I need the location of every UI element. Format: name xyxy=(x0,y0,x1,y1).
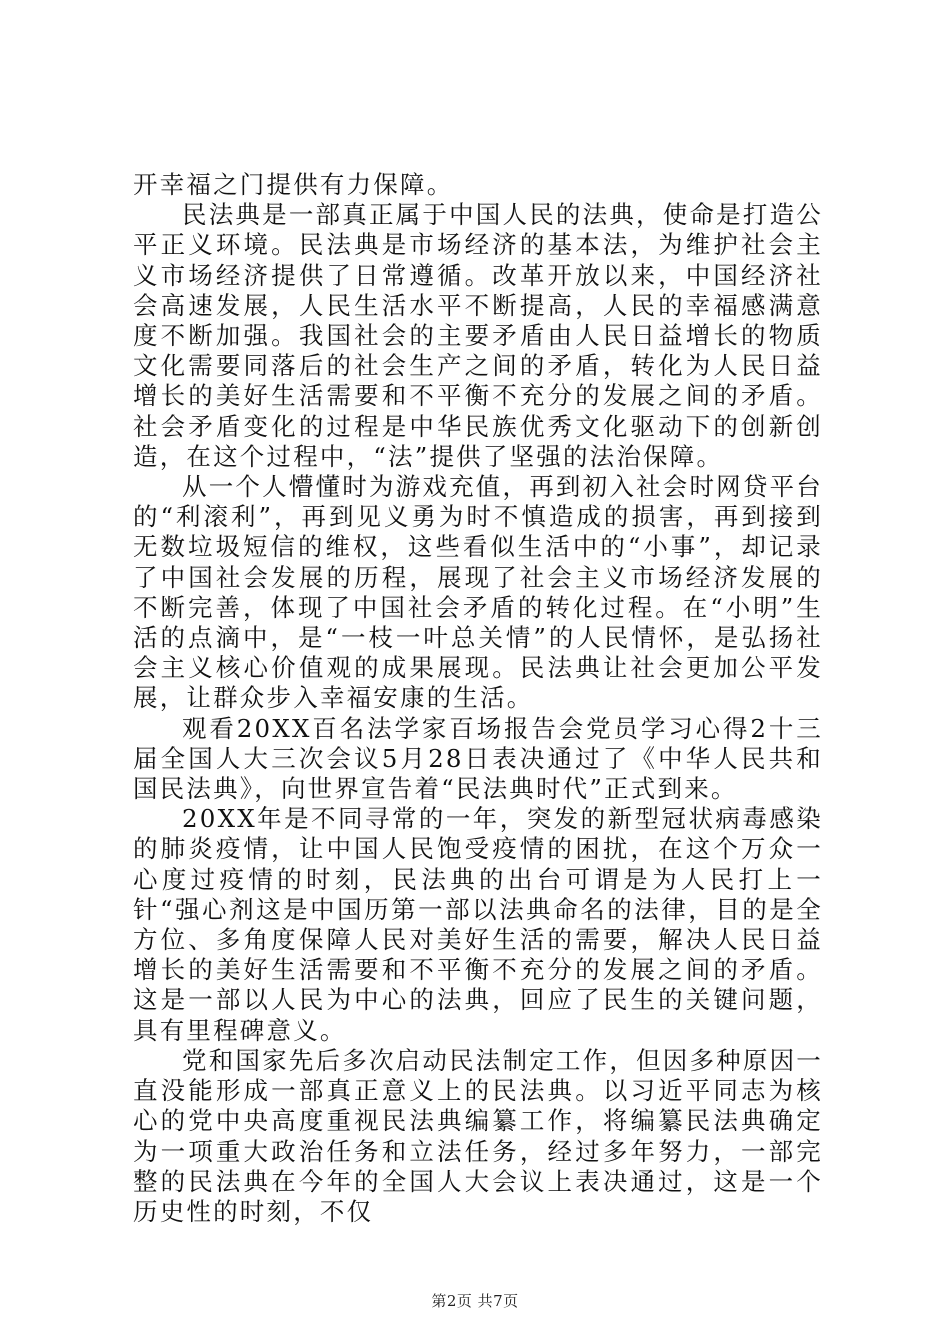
page-footer: 第2页 共7页 xyxy=(431,1292,519,1310)
paragraph: 从一个人懵懂时为游戏充值，再到初入社会时网贷平台的“利滚利”，再到见义勇为时不慎造成的损害，再到接到无数垃圾短信的维权，这些看似生活中的“小事”，却记录了中国社会发展的历程，展现了社会主义市场经济发展的不断完善，体现了中国社会矛盾的转化过程。在“小明”生活的点滴中，是“一枝一叶总关情”的人民情怀，是弘扬社会主义核心价值观的成果展现。民法典让社会更加公平发展，让群众步入幸福安康的生活。 xyxy=(133,472,823,713)
document-body xyxy=(133,170,823,1227)
paragraph: 党和国家先后多次启动民法制定工作，但因多种原因一直没能形成一部真正意义上的民法典。以习近平同志为核心的党中央高度重视民法典编纂工作，将编纂民法典确定为一项重大政治任务和立法任务，经过多年努力，一部完整的民法典在今年的全国人大会议上表决通过，这是一个历史性的时刻，不仅 xyxy=(133,1045,823,1226)
paragraph: 观看20XX百名法学家百场报告会党员学习心得2十三届全国人大三次会议5月28日表决通过了《中华人民共和国民法典》，向世界宣告着“民法典时代”正式到来。 xyxy=(133,713,823,804)
paragraph-continuation: 开幸福之门提供有力保障。 xyxy=(133,170,454,199)
paragraph: 20XX年是不同寻常的一年，突发的新型冠状病毒感染的肺炎疫情，让中国人民饱受疫情的困扰，在这个万众一心度过疫情的时刻，民法典的出台可谓是为人民打上一针“强心剂这是中国历第一部以法典命名的法律，目的是全方位、多角度保障人民对美好生活的需要，解决人民日益增长的美好生活需要和不平衡不充分的发展之间的矛盾。这是一部以人民为中心的法典，回应了民生的关键问题，具有里程碑意义。 xyxy=(133,804,823,1045)
paragraph: 民法典是一部真正属于中国人民的法典，使命是打造公平正义环境。民法典是市场经济的基本法，为维护社会主义市场经济提供了日常遵循。改革开放以来，中国经济社会高速发展，人民生活水平不断提高，人民的幸福感满意度不断加强。我国社会的主要矛盾由人民日益增长的物质文化需要同落后的社会生产之间的矛盾，转化为人民日益增长的美好生活需要和不平衡不充分的发展之间的矛盾。社会矛盾变化的过程是中华民族优秀文化驱动下的创新创造，在这个过程中，“法”提供了坚强的法治保障。 xyxy=(133,200,823,471)
